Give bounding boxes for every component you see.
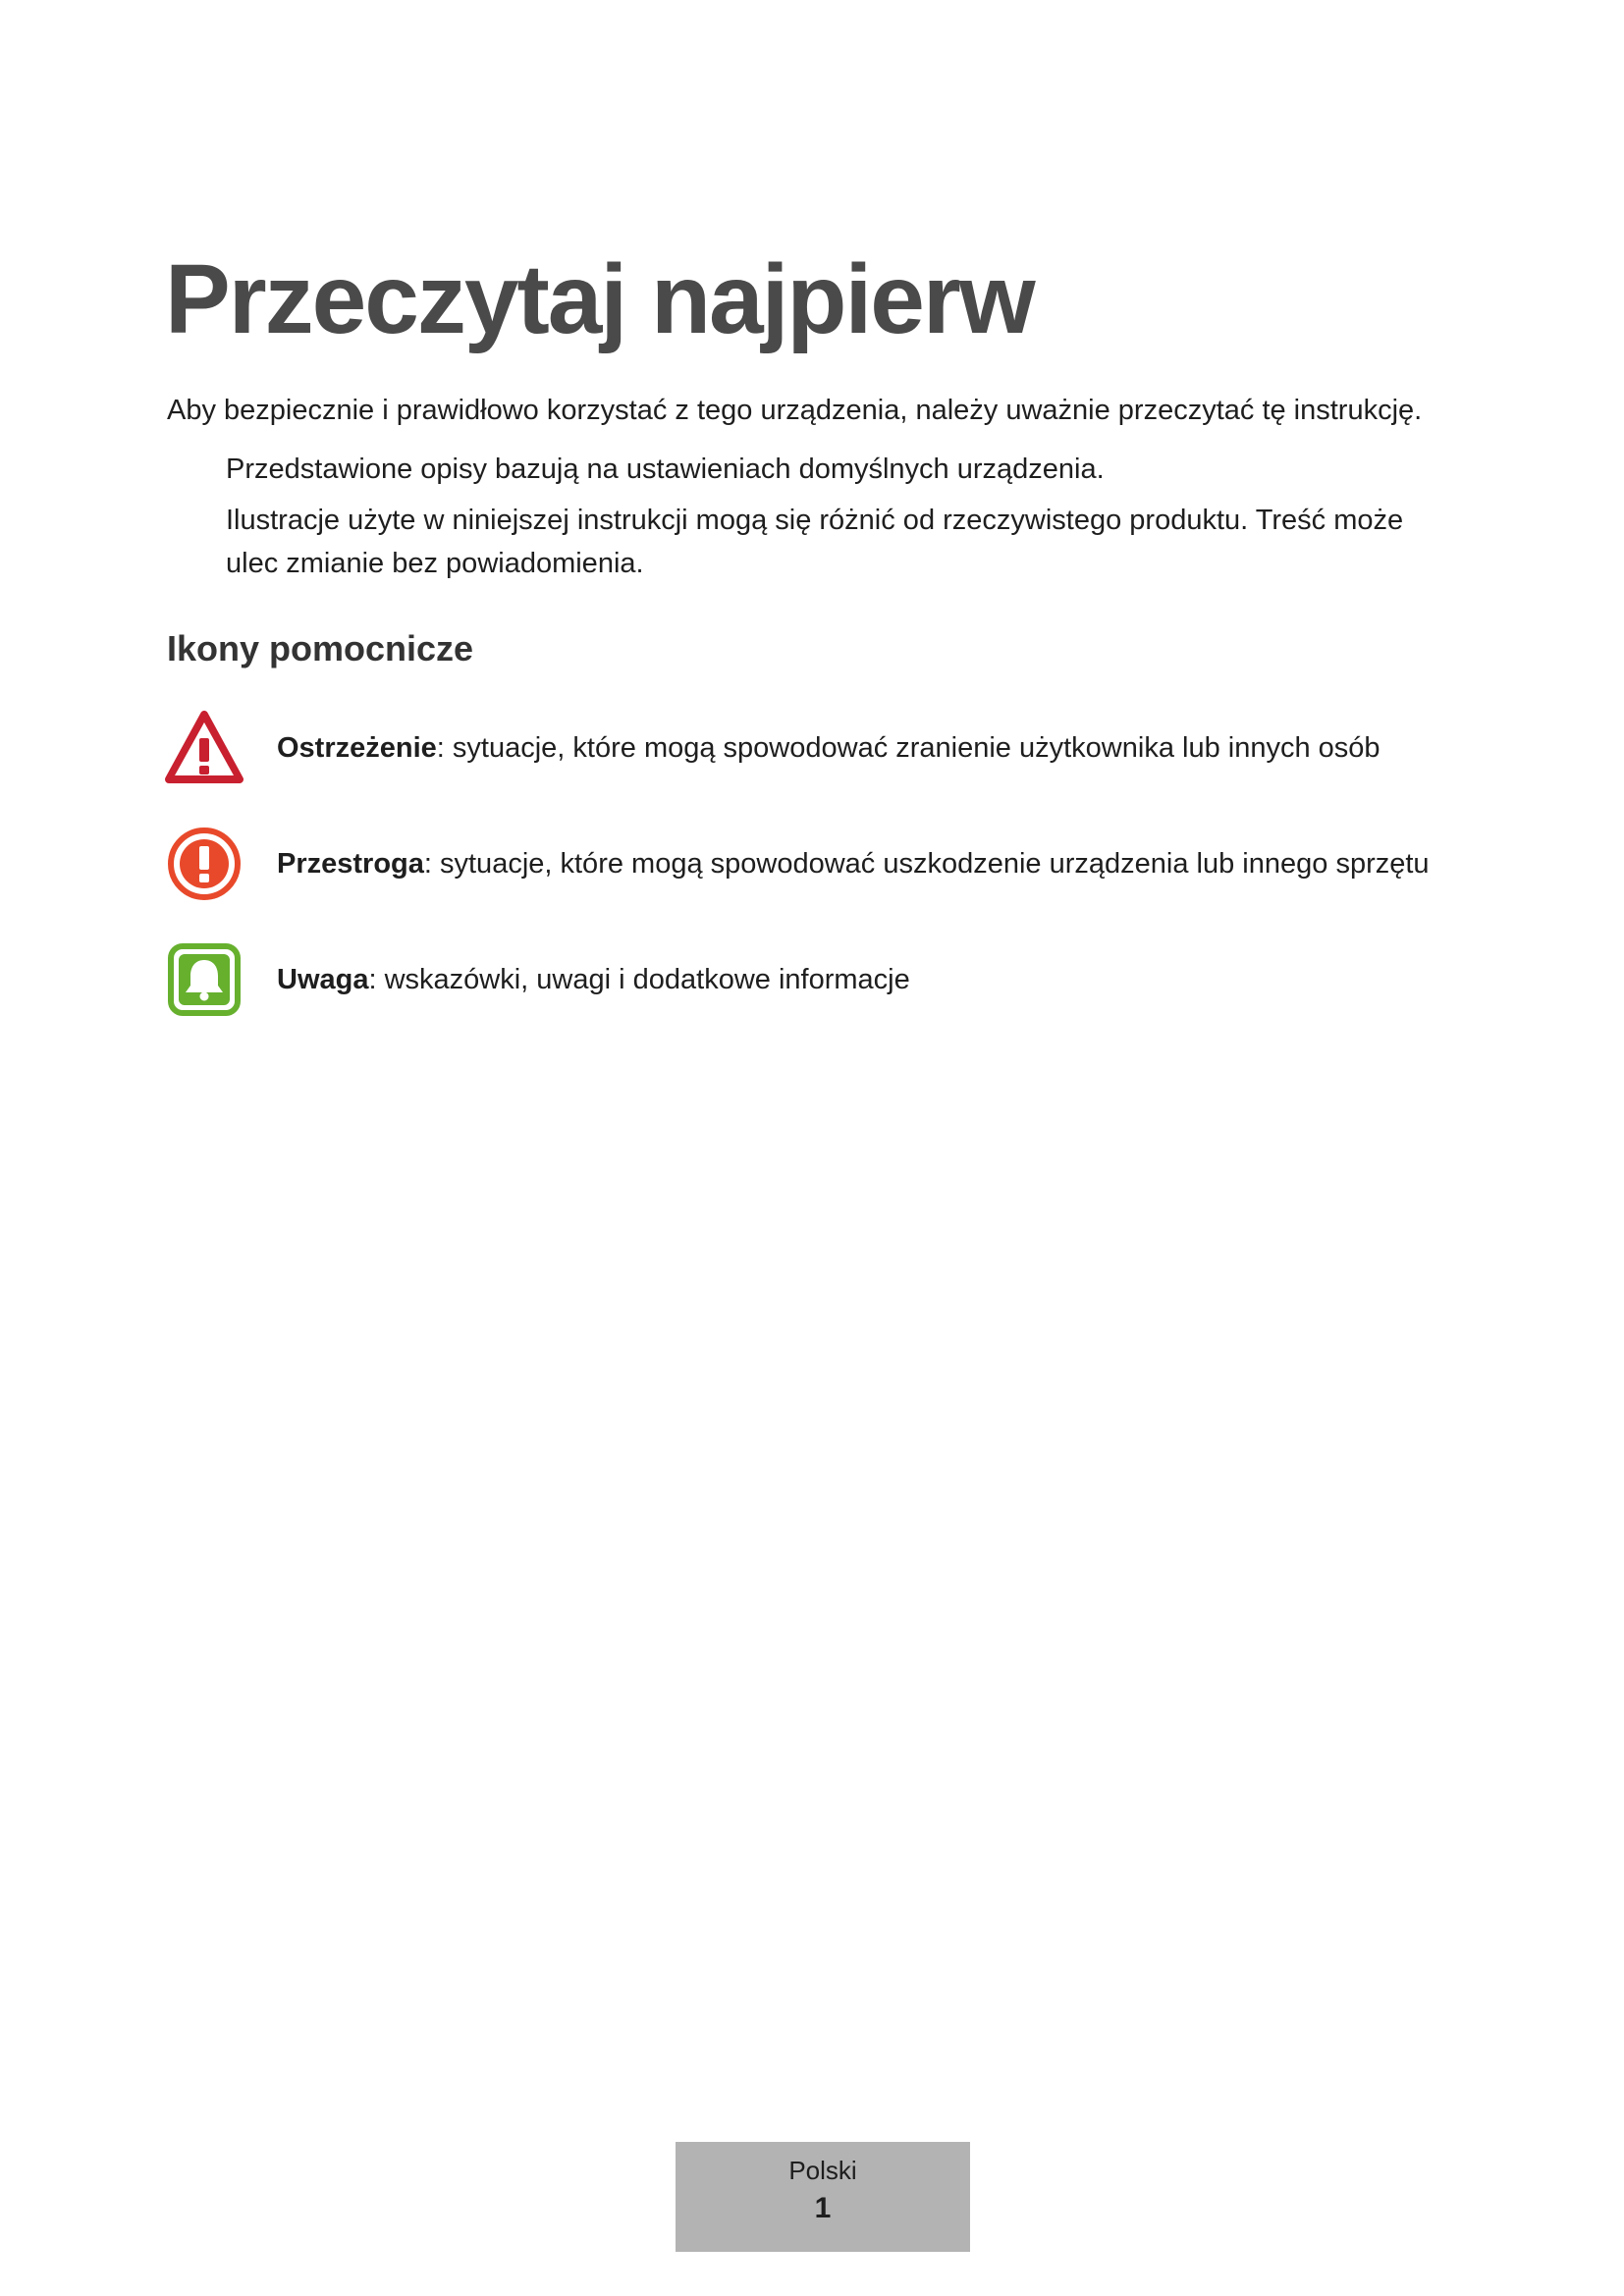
icon-row-warning [165,709,1481,787]
note-bell-icon [165,940,244,1019]
caution-circle-icon [165,825,244,903]
footer-language: Polski [788,2156,857,2185]
warning-text: : sytuacje, które mogą spowodować zranienie użytkownika lub innych osób [436,731,1380,764]
intro-paragraph: Aby bezpiecznie i prawidłowo korzystać z tego urządzenia, należy uważnie przeczytać tę instrukcję. [167,395,1423,426]
page-number: 1 [814,2192,832,2224]
warning-term: Ostrzeżenie [277,731,437,764]
caution-term: Przestroga [277,847,424,880]
warning-triangle-icon [165,709,244,787]
caution-description [277,848,1430,881]
note-item-1: Przedstawione opisy bazują na ustawieniach domyślnych urządzenia. [226,454,1105,485]
notes-list [226,448,1463,593]
page-title: Przeczytaj najpierw [165,244,1034,354]
note-term: Uwaga [277,963,369,995]
note-description [277,964,910,996]
section-heading: Ikony pomocnicze [167,628,474,668]
note-text: : wskazówki, uwagi i dodatkowe informacje [368,963,910,995]
page-footer [676,2142,970,2252]
icon-row-caution [165,825,1481,903]
warning-description [277,732,1380,765]
icon-row-note [165,940,1481,1019]
caution-text: : sytuacje, które mogą spowodować uszkodzenie urządzenia lub innego sprzętu [423,847,1430,880]
note-item-2: Ilustracje użyte w niniejszej instrukcji mogą się różnić od rzeczywistego produktu. Treść może ulec zmianie bez powiadomienia. [226,505,1404,579]
